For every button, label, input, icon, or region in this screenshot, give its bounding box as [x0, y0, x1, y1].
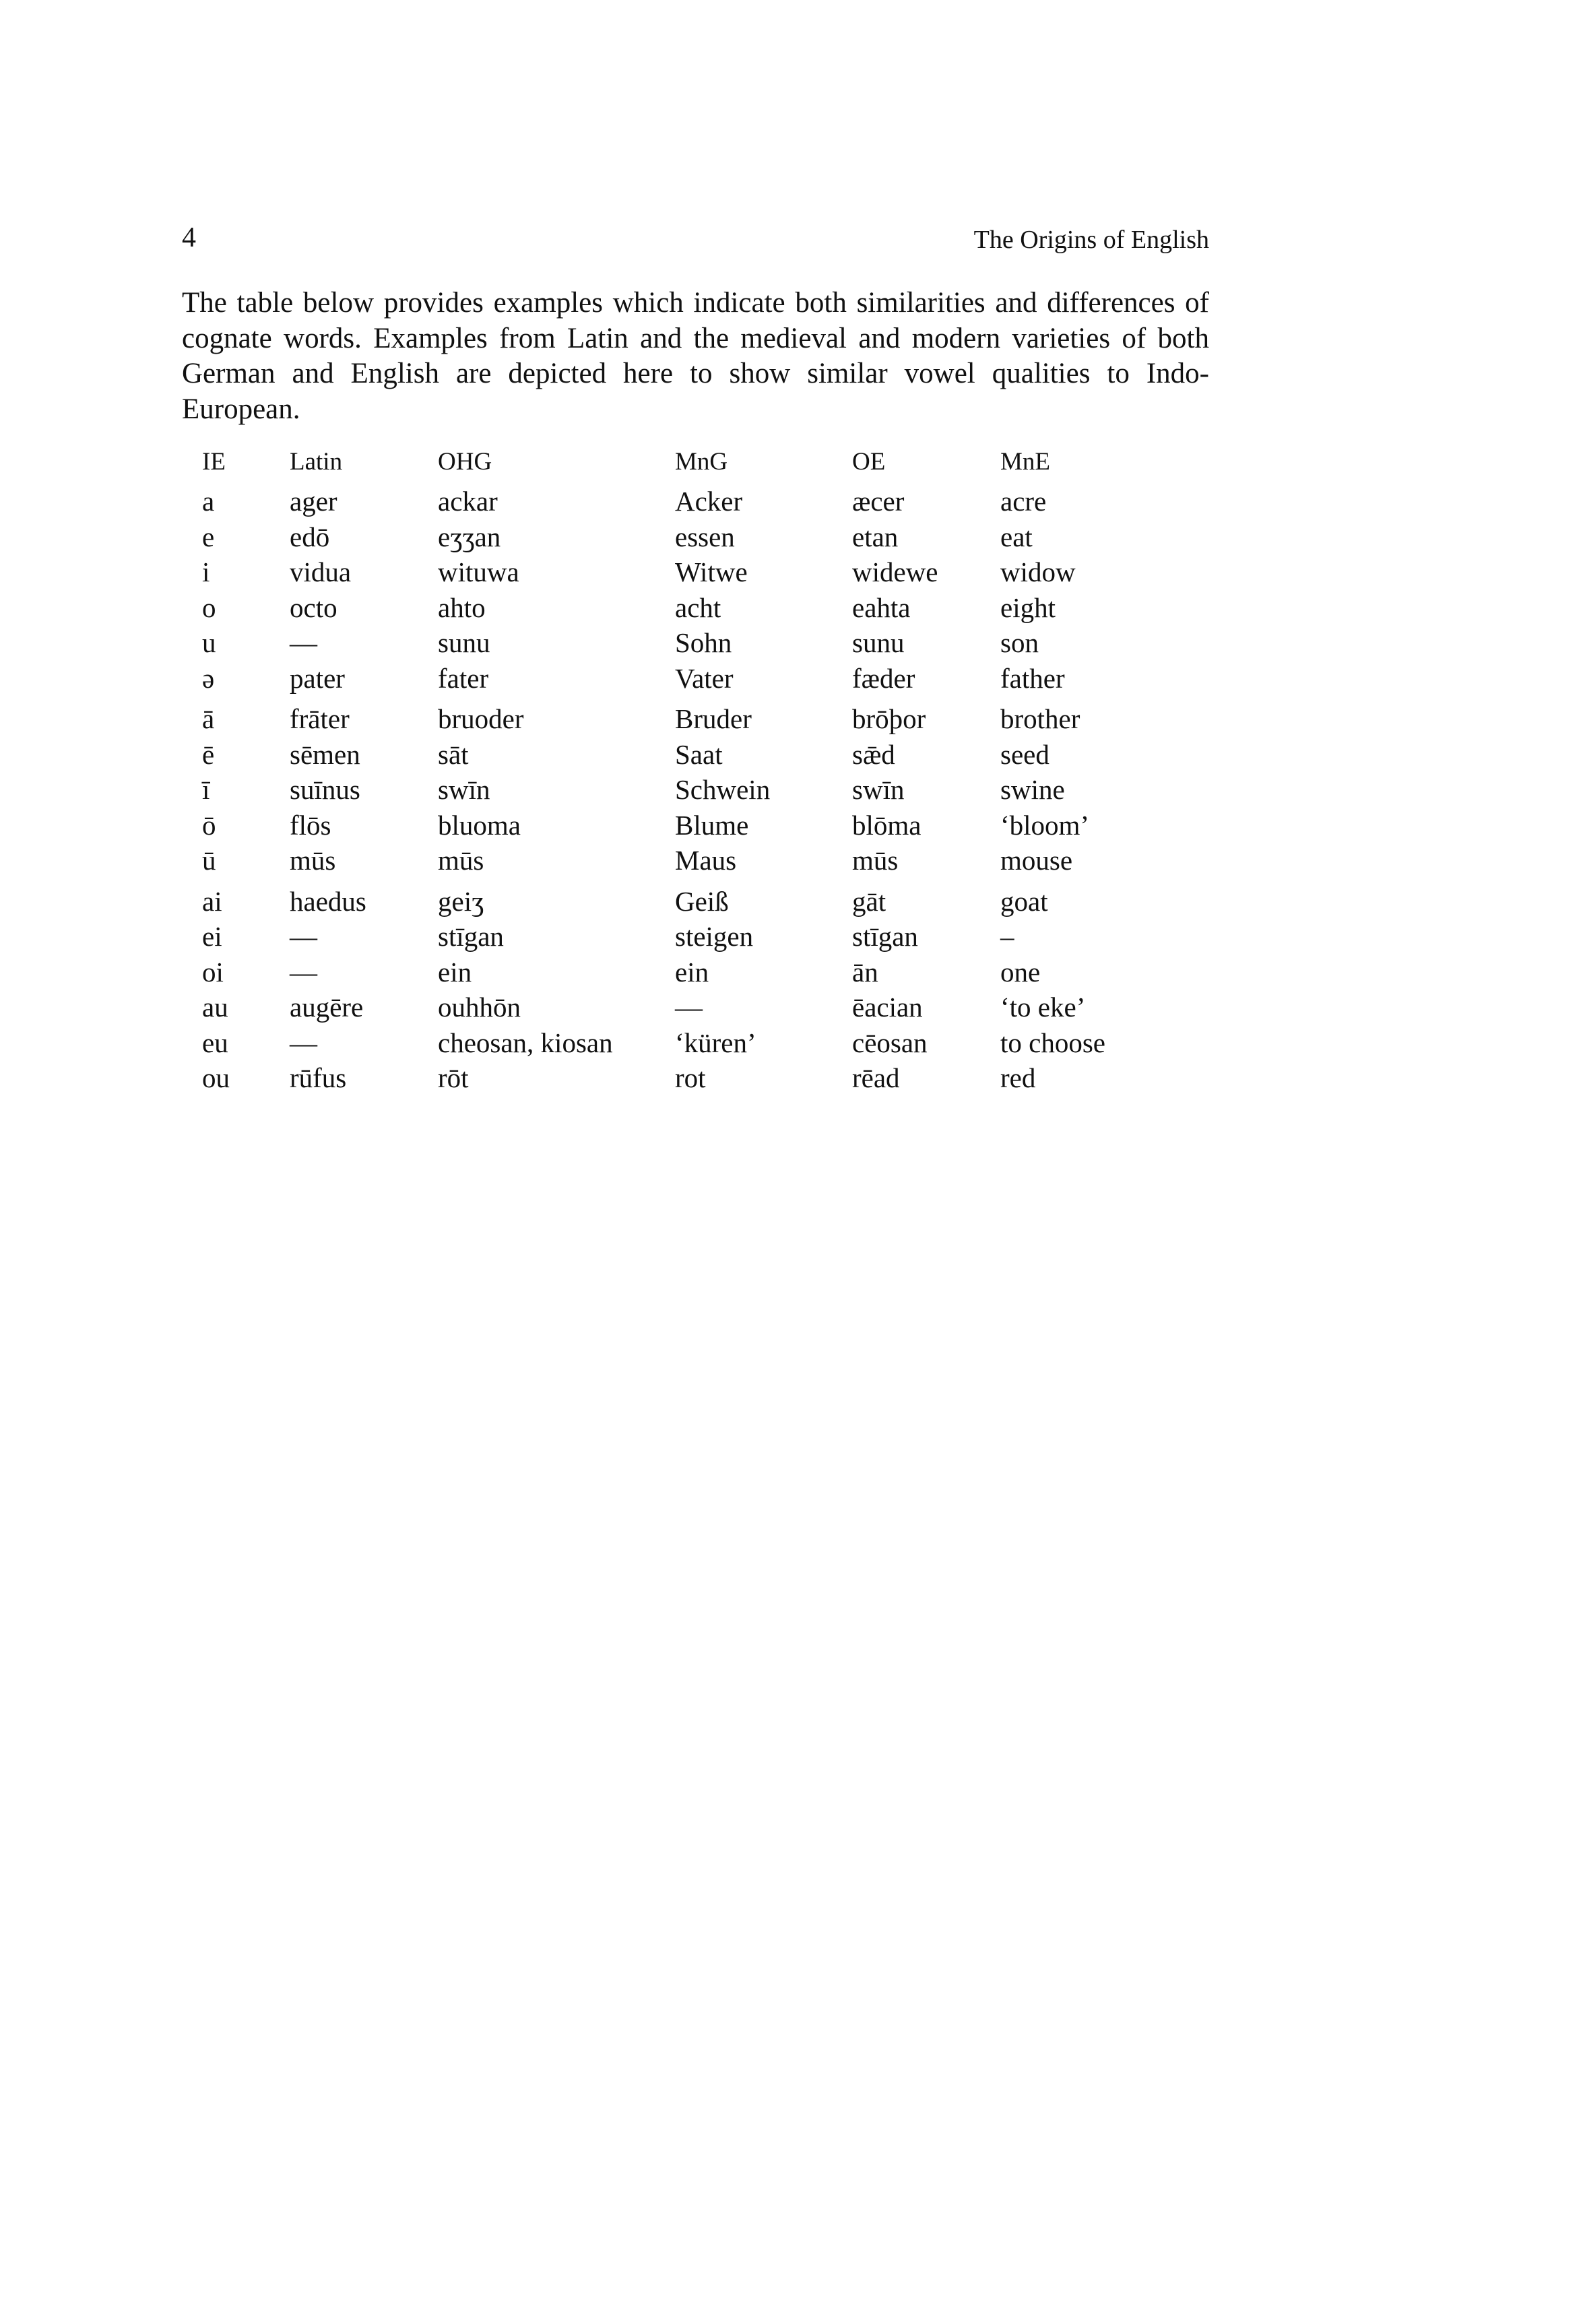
table-row [202, 773, 1175, 809]
table-row [202, 697, 1175, 738]
table-cell: Maus [675, 845, 737, 876]
table-cell: Saat [675, 738, 723, 770]
table-cell: sunu [852, 627, 905, 658]
table-cell: eʒʒan [438, 521, 501, 552]
table-row [202, 626, 1175, 662]
table-cell: ē [202, 738, 215, 770]
table-cell: ein [675, 956, 709, 988]
running-head: The Origins of English [973, 226, 1209, 254]
table-row [202, 920, 1175, 956]
table-cell: ‘bloom’ [1000, 809, 1090, 841]
table-cell: stīgan [438, 921, 504, 952]
cognate-table [202, 438, 1175, 1097]
table-row [202, 956, 1175, 992]
table-cell: ō [202, 809, 216, 841]
table-cell: e [202, 521, 215, 552]
table-cell: acre [1000, 486, 1047, 517]
table-cell: ou [202, 1062, 230, 1093]
table-cell: o [202, 591, 216, 623]
table-row [202, 591, 1175, 627]
table-cell: ackar [438, 486, 498, 517]
table-cell: gāt [852, 885, 886, 917]
table-cell: — [290, 921, 317, 952]
table-cell: fæder [852, 662, 915, 694]
table-row [202, 1062, 1175, 1097]
table-cell: rēad [852, 1062, 900, 1093]
table-cell: au [202, 992, 228, 1023]
table-cell: u [202, 627, 216, 658]
table-cell: eat [1000, 521, 1033, 552]
table-cell: swine [1000, 774, 1065, 805]
column-header: OHG [438, 447, 492, 476]
table-cell: æcer [852, 486, 905, 517]
table-cell: fater [438, 662, 489, 694]
intro-paragraph: The table below provides examples which indicate both similarities and differences of cognate words. Examples from Latin and the medieval and modern varieties of both German and English are depicted here to show similar vowel qualities to Indo-European. [182, 287, 1209, 425]
column-header: IE [202, 447, 226, 476]
table-cell: ein [438, 956, 472, 988]
table-cell: steigen [675, 921, 754, 952]
table-cell: to choose [1000, 1027, 1105, 1058]
table-row [202, 521, 1175, 556]
table-cell: bruoder [438, 703, 524, 734]
table-cell: red [1000, 1062, 1036, 1093]
table-cell: seed [1000, 738, 1049, 770]
table-cell: Geiß [675, 885, 729, 917]
table-cell: ān [852, 956, 878, 988]
table-cell: mouse [1000, 845, 1073, 876]
table-row [202, 880, 1175, 921]
table-row [202, 1027, 1175, 1062]
table-cell: suīnus [290, 774, 360, 805]
table-cell: ī [202, 774, 210, 805]
table-cell: one [1000, 956, 1041, 988]
table-row [202, 485, 1175, 521]
table-cell: ‘küren’ [675, 1027, 756, 1058]
table-cell: sāt [438, 738, 469, 770]
table-cell: ouhhōn [438, 992, 521, 1023]
table-header-row [202, 438, 1175, 485]
table-cell: ‘to eke’ [1000, 992, 1086, 1023]
table-row [202, 556, 1175, 591]
page-number: 4 [182, 222, 196, 253]
table-cell: ēacian [852, 992, 923, 1023]
table-cell: edō [290, 521, 330, 552]
table-row [202, 809, 1175, 845]
table-cell: father [1000, 662, 1065, 694]
table-cell: — [675, 992, 703, 1023]
table-cell: Vater [675, 662, 734, 694]
table-cell: swīn [438, 774, 490, 805]
table-cell: blōma [852, 809, 922, 841]
table-cell: — [290, 627, 317, 658]
table-cell: acht [675, 591, 721, 623]
table-cell: pater [290, 662, 345, 694]
table-cell: sǣd [852, 738, 895, 770]
table-cell: etan [852, 521, 899, 552]
column-header: MnG [675, 447, 728, 476]
table-cell: sēmen [290, 738, 360, 770]
table-cell: Bruder [675, 703, 752, 734]
table-cell: octo [290, 591, 337, 623]
column-header: MnE [1000, 447, 1050, 476]
table-cell: mūs [290, 845, 336, 876]
table-cell: ə [202, 662, 215, 694]
table-cell: ai [202, 885, 222, 917]
table-cell: widewe [852, 556, 938, 587]
table-cell: geiʒ [438, 885, 484, 917]
table-cell: cheosan, kiosan [438, 1027, 613, 1058]
table-cell: mūs [438, 845, 484, 876]
table-cell: i [202, 556, 210, 587]
table-cell: brōþor [852, 703, 926, 734]
table-row [202, 991, 1175, 1027]
column-header: OE [852, 447, 886, 476]
table-cell: – [1000, 921, 1014, 952]
table-row [202, 844, 1175, 880]
table-cell: ei [202, 921, 222, 952]
table-cell: sunu [438, 627, 490, 658]
table-cell: ahto [438, 591, 486, 623]
table-cell: son [1000, 627, 1039, 658]
table-row [202, 662, 1175, 698]
table-cell: oi [202, 956, 224, 988]
table-cell: — [290, 1027, 317, 1058]
table-cell: swīn [852, 774, 905, 805]
table-cell: cēosan [852, 1027, 928, 1058]
table-cell: frāter [290, 703, 350, 734]
table-cell: augēre [290, 992, 364, 1023]
table-cell: eu [202, 1027, 228, 1058]
table-cell: flōs [290, 809, 331, 841]
table-cell: eight [1000, 591, 1056, 623]
table-cell: bluoma [438, 809, 521, 841]
table-cell: stīgan [852, 921, 918, 952]
table-cell: goat [1000, 885, 1048, 917]
table-cell: — [290, 956, 317, 988]
table-cell: Schwein [675, 774, 771, 805]
table-cell: rōt [438, 1062, 469, 1093]
table-cell: mūs [852, 845, 899, 876]
table-cell: Blume [675, 809, 749, 841]
table-cell: eahta [852, 591, 911, 623]
table-cell: essen [675, 521, 735, 552]
table-cell: haedus [290, 885, 366, 917]
column-header: Latin [290, 447, 343, 476]
table-cell: ā [202, 703, 215, 734]
table-cell: rūfus [290, 1062, 347, 1093]
table-body [202, 485, 1175, 1097]
table-cell: Acker [675, 486, 743, 517]
table-cell: ū [202, 845, 216, 876]
table-cell: a [202, 486, 215, 517]
table-cell: ager [290, 486, 337, 517]
table-cell: brother [1000, 703, 1080, 734]
table-cell: Sohn [675, 627, 732, 658]
table-cell: wituwa [438, 556, 519, 587]
table-cell: vidua [290, 556, 352, 587]
table-cell: Witwe [675, 556, 748, 587]
table-cell: widow [1000, 556, 1076, 587]
table-row [202, 738, 1175, 774]
table-cell: rot [675, 1062, 706, 1093]
